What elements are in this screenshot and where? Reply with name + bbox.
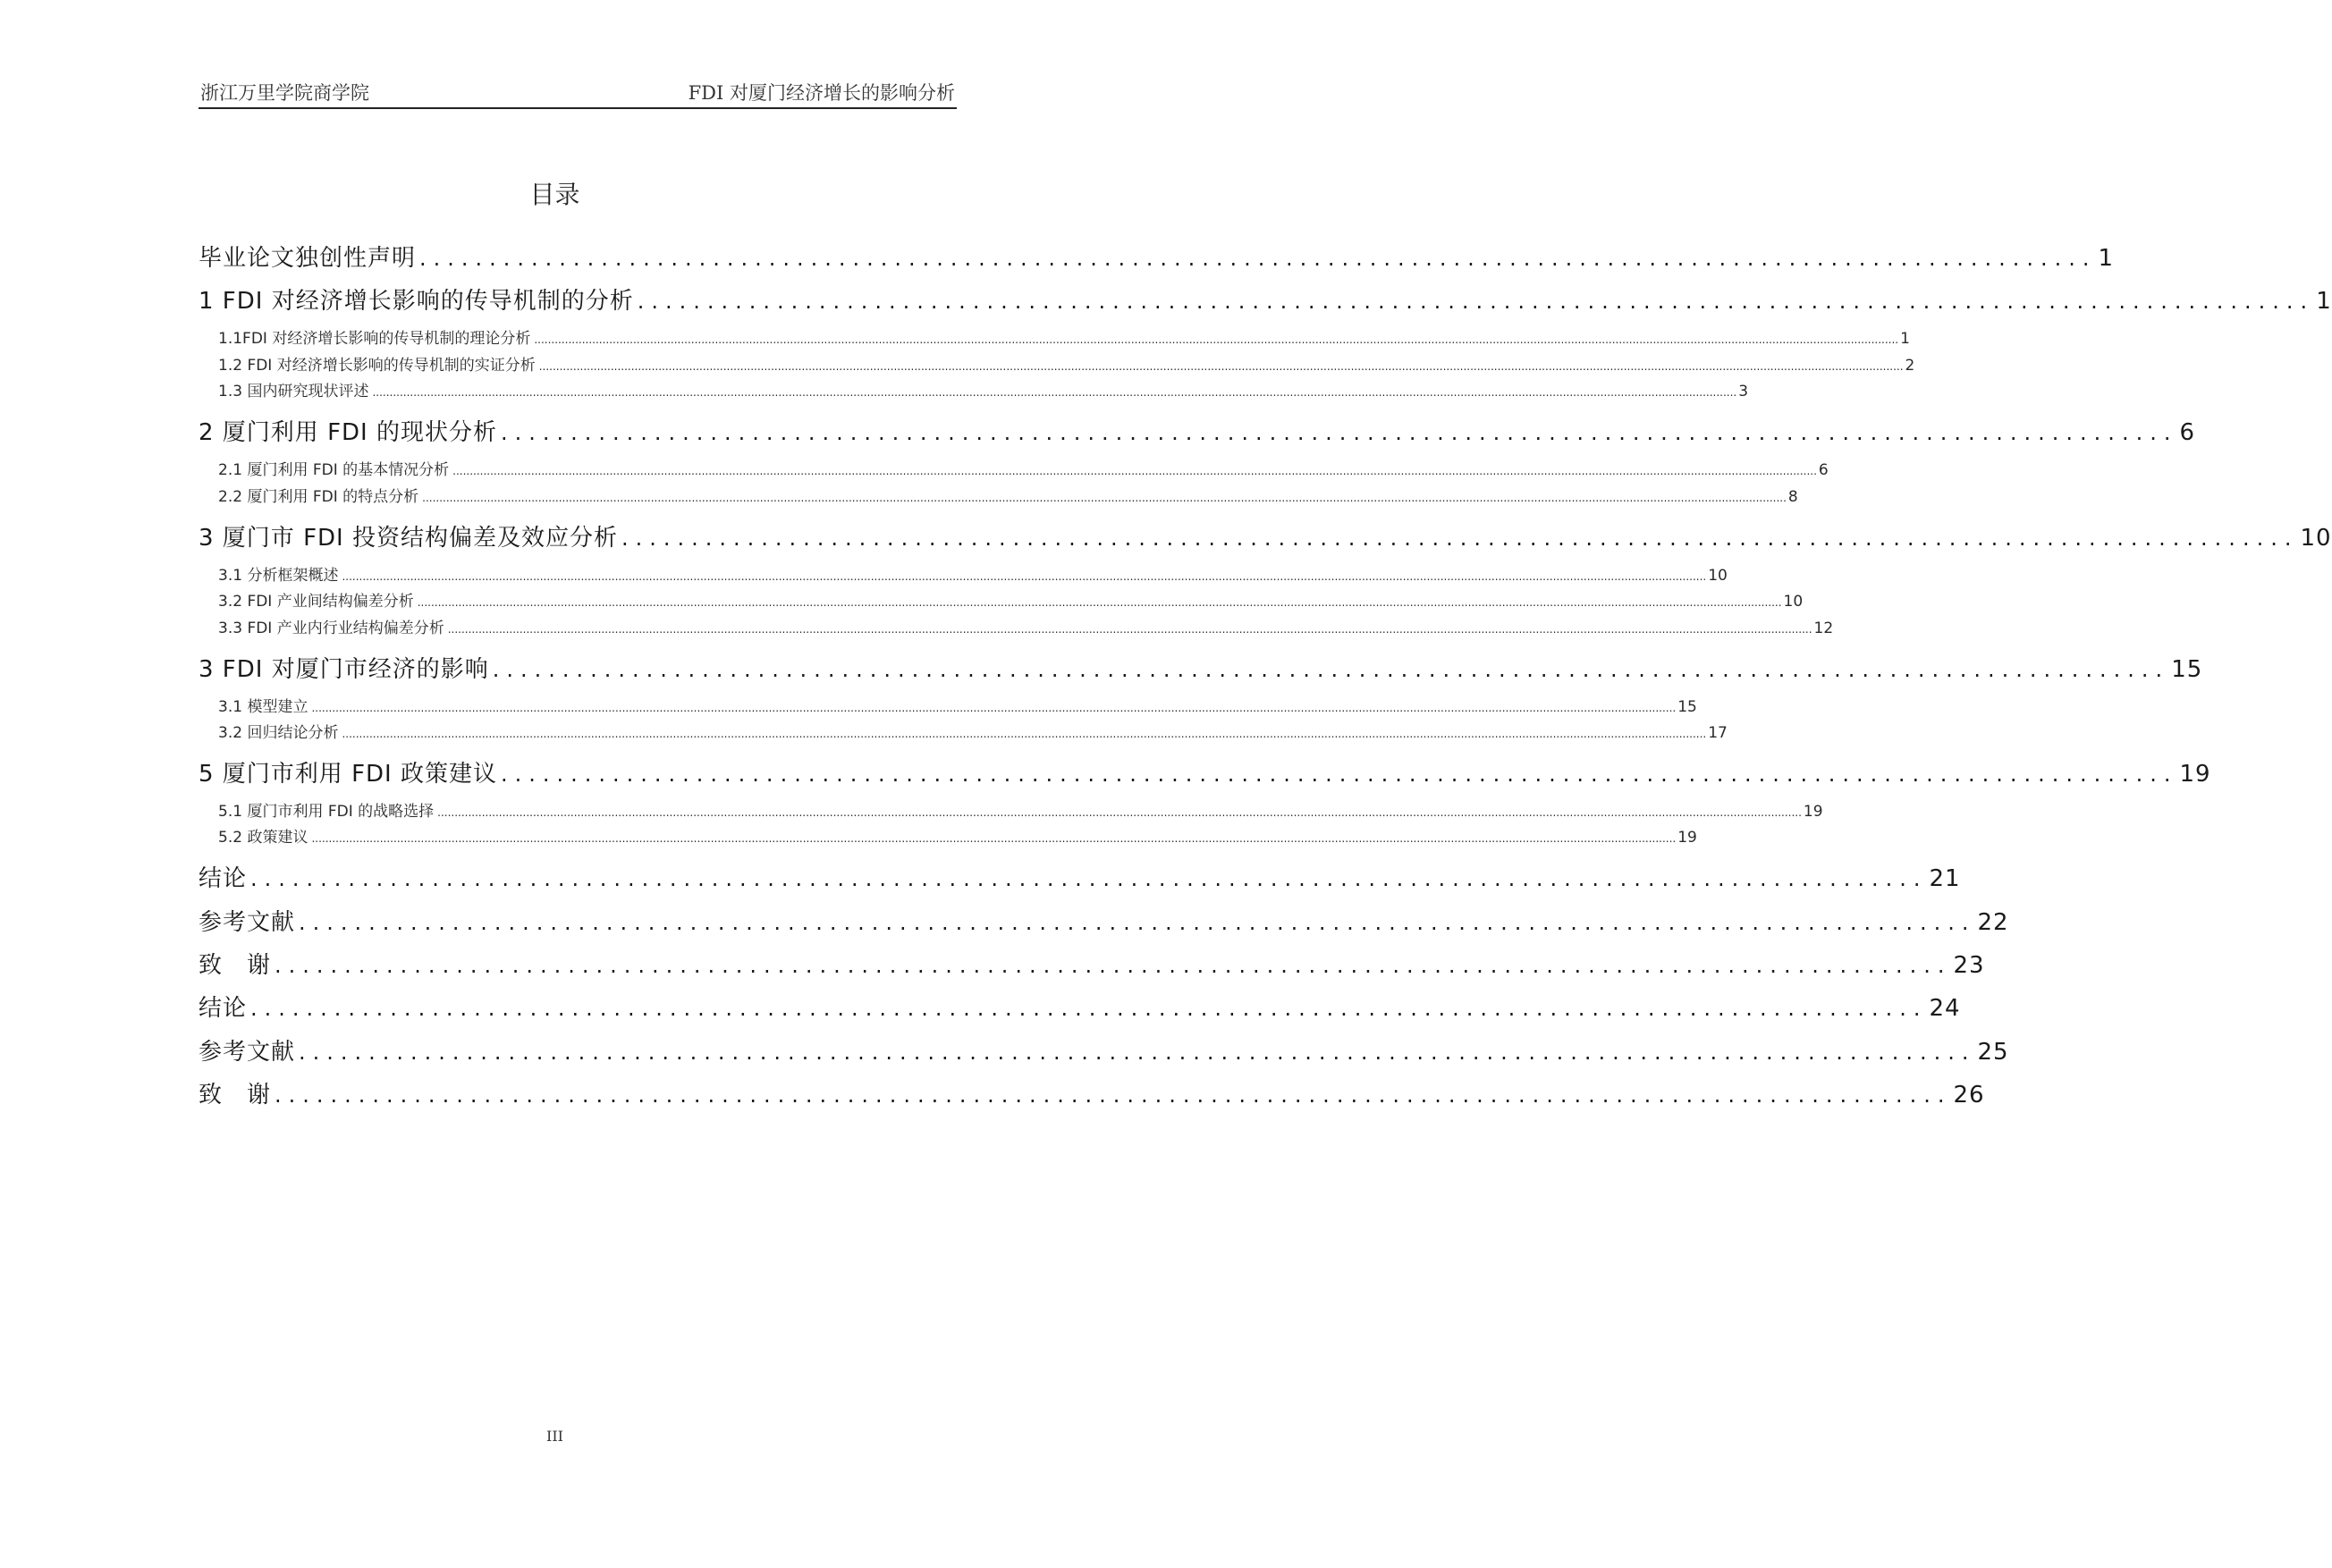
toc-entry-page-number: 23 xyxy=(1953,952,1985,979)
toc-entry-chapter[interactable] xyxy=(199,282,2332,316)
toc-entry-section[interactable] xyxy=(218,378,1749,400)
toc-dot-leader: ................................................................................................................................................................................................................................................................................................................................................................................................................ xyxy=(342,728,1707,740)
toc-entry-chapter[interactable] xyxy=(199,990,1961,1023)
toc-entry-label: 1.2 FDI 对经济增长影响的传导机制的实证分析 xyxy=(218,357,536,375)
toc-entry-chapter[interactable] xyxy=(199,240,2115,273)
toc-dot-leader: ........................................................................................................................ xyxy=(500,420,2178,445)
toc-dot-leader: ................................................................................................................................................................................................................................................................................................................................................................................................................ xyxy=(311,832,1677,845)
toc-dot-leader: ................................................................................................................................................................................................................................................................................................................................................................................................................ xyxy=(311,702,1677,714)
toc-entry-page-number: 8 xyxy=(1787,488,1798,506)
toc-entry-page-number: 26 xyxy=(1953,1082,1985,1109)
toc-dot-leader: ........................................................................................................................ xyxy=(275,1083,1952,1108)
toc-entry-label: 结论 xyxy=(199,865,248,892)
toc-entry-page-number: 25 xyxy=(1977,1039,2009,1066)
toc-entry-label: 3 FDI 对厦门市经济的影响 xyxy=(199,656,489,683)
toc-entry-chapter[interactable] xyxy=(199,904,2009,937)
header-institution: 浙江万里学院商学院 xyxy=(200,82,369,104)
toc-dot-leader: ........................................................................................................................ xyxy=(621,526,2299,551)
toc-entry-label: 5 厦门市利用 FDI 政策建议 xyxy=(199,761,497,788)
toc-dot-leader: ........................................................................................................................ xyxy=(299,910,1976,935)
toc-entry-label: 3.3 FDI 产业内行业结构偏差分析 xyxy=(218,620,444,637)
toc-entry-section[interactable] xyxy=(218,484,1798,506)
toc-dot-leader: ........................................................................................................................ xyxy=(250,996,1928,1021)
toc-dot-leader: ........................................................................................................................ xyxy=(299,1040,1976,1065)
toc-entry-label: 致 谢 xyxy=(199,1082,272,1109)
toc-entry-label: 2 厦门利用 FDI 的现状分析 xyxy=(199,419,497,446)
toc-title: 目录 xyxy=(529,180,580,209)
toc-dot-leader: ........................................................................................................................ xyxy=(275,953,1952,978)
toc-entry-label: 参考文献 xyxy=(199,909,296,936)
toc-dot-leader: ................................................................................................................................................................................................................................................................................................................................................................................................................ xyxy=(417,596,1782,609)
toc-entry-label: 1.3 国内研究现状评述 xyxy=(218,383,369,400)
toc-dot-leader: ................................................................................................................................................................................................................................................................................................................................................................................................................ xyxy=(372,386,1737,399)
toc-entry-page-number: 10 xyxy=(2300,525,2332,552)
toc-dot-leader: ........................................................................................................................ xyxy=(637,289,2315,314)
toc-entry-label: 2.2 厦门利用 FDI 的特点分析 xyxy=(218,488,419,506)
toc-entry-label: 3.1 分析框架概述 xyxy=(218,567,339,585)
toc-entry-chapter[interactable] xyxy=(199,414,2195,447)
toc-entry-label: 致 谢 xyxy=(199,952,272,979)
toc-dot-leader: ................................................................................................................................................................................................................................................................................................................................................................................................................ xyxy=(437,806,1802,819)
toc-entry-label: 毕业论文独创性声明 xyxy=(199,245,417,272)
toc-entry-label: 3 厦门市 FDI 投资结构偏差及效应分析 xyxy=(199,525,618,552)
toc-entry-chapter[interactable] xyxy=(199,1076,1985,1109)
toc-dot-leader: ........................................................................................................................ xyxy=(500,762,2178,787)
toc-entry-section[interactable] xyxy=(218,798,1823,821)
toc-entry-page-number: 19 xyxy=(1677,829,1697,847)
toc-entry-page-number: 15 xyxy=(1677,698,1697,716)
toc-entry-chapter[interactable] xyxy=(199,860,1961,893)
toc-entry-page-number: 24 xyxy=(1929,995,1961,1022)
toc-entry-label: 3.2 回归结论分析 xyxy=(218,724,339,742)
toc-entry-page-number: 19 xyxy=(1803,803,1823,821)
toc-entry-page-number: 1 xyxy=(1900,330,1910,348)
toc-entry-page-number: 1 xyxy=(2098,245,2115,272)
toc-entry-section[interactable] xyxy=(218,588,1804,611)
toc-dot-leader: ................................................................................................................................................................................................................................................................................................................................................................................................................ xyxy=(447,623,1812,636)
toc-dot-leader: ................................................................................................................................................................................................................................................................................................................................................................................................................ xyxy=(534,333,1899,346)
toc-entry-label: 结论 xyxy=(199,995,248,1022)
toc-dot-leader: ................................................................................................................................................................................................................................................................................................................................................................................................................ xyxy=(538,360,1904,373)
toc-entry-page-number: 1 xyxy=(2316,288,2332,315)
toc-entry-chapter[interactable] xyxy=(199,1033,2009,1066)
toc-entry-section[interactable] xyxy=(218,720,1728,742)
page-number: III xyxy=(546,1428,563,1445)
toc-entry-chapter[interactable] xyxy=(199,755,2211,788)
toc-dot-leader: ........................................................................................................................ xyxy=(419,246,2097,271)
toc-dot-leader: ................................................................................................................................................................................................................................................................................................................................................................................................................ xyxy=(422,492,1787,504)
toc-entry-page-number: 21 xyxy=(1929,865,1961,892)
toc-entry-label: 3.1 模型建立 xyxy=(218,698,308,716)
toc-entry-label: 1 FDI 对经济增长影响的传导机制的分析 xyxy=(199,288,634,315)
toc-entry-page-number: 3 xyxy=(1738,383,1749,400)
toc-entry-page-number: 15 xyxy=(2171,656,2203,683)
toc-entry-page-number: 22 xyxy=(1977,909,2009,936)
toc-entry-section[interactable] xyxy=(218,562,1728,585)
toc-dot-leader: ........................................................................................................................ xyxy=(492,657,2170,682)
toc-entry-page-number: 2 xyxy=(1905,357,1915,375)
toc-dot-leader: ................................................................................................................................................................................................................................................................................................................................................................................................................ xyxy=(452,465,1817,477)
toc-entry-page-number: 6 xyxy=(2179,419,2195,446)
toc-entry-section[interactable] xyxy=(218,457,1829,479)
toc-entry-section[interactable] xyxy=(218,325,1910,348)
toc-entry-chapter[interactable] xyxy=(199,947,1985,980)
toc-entry-section[interactable] xyxy=(218,824,1697,847)
toc-entry-section[interactable] xyxy=(218,615,1834,637)
toc-entry-chapter[interactable] xyxy=(199,519,2332,552)
header-thesis-title: FDI 对厦门经济增长的影响分析 xyxy=(688,82,955,104)
toc-entry-label: 3.2 FDI 产业间结构偏差分析 xyxy=(218,593,414,611)
toc-entry-label: 1.1FDI 对经济增长影响的传导机制的理论分析 xyxy=(218,330,531,348)
toc-entry-label: 参考文献 xyxy=(199,1039,296,1066)
toc-entry-page-number: 12 xyxy=(1813,620,1834,637)
toc-entry-page-number: 10 xyxy=(1783,593,1804,611)
toc-dot-leader: ................................................................................................................................................................................................................................................................................................................................................................................................................ xyxy=(342,570,1707,583)
toc-dot-leader: ........................................................................................................................ xyxy=(250,866,1928,891)
toc-entry-section[interactable] xyxy=(218,694,1697,716)
toc-entry-page-number: 19 xyxy=(2179,761,2211,788)
toc-entry-page-number: 6 xyxy=(1818,461,1829,479)
toc-entry-label: 5.1 厦门市利用 FDI 的战略选择 xyxy=(218,803,435,821)
toc-entry-label: 5.2 政策建议 xyxy=(218,829,308,847)
toc-entry-chapter[interactable] xyxy=(199,651,2203,684)
toc-entry-section[interactable] xyxy=(218,352,1915,375)
page-header xyxy=(199,77,957,109)
toc-entry-page-number: 10 xyxy=(1708,567,1728,585)
toc-entry-page-number: 17 xyxy=(1708,724,1728,742)
toc-entry-label: 2.1 厦门利用 FDI 的基本情况分析 xyxy=(218,461,450,479)
